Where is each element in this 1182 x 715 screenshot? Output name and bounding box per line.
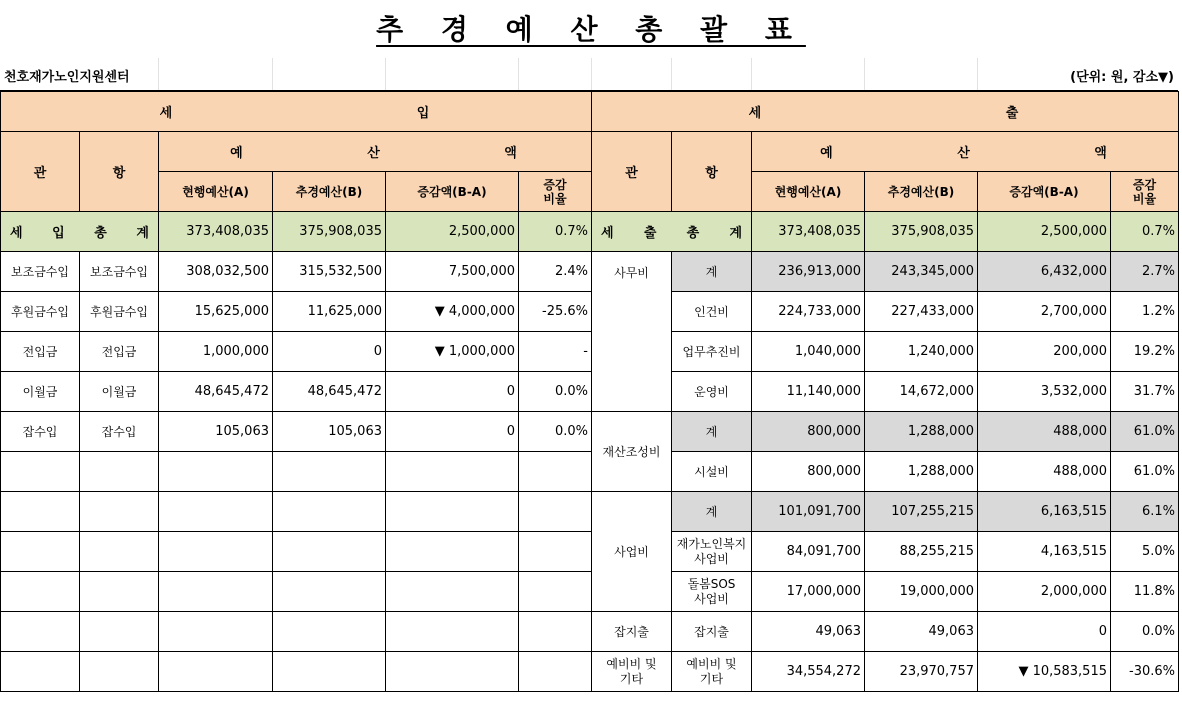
- expense-rate: 19.2%: [1111, 332, 1179, 372]
- sheet-gridline: [158, 58, 159, 90]
- expense-revised: 23,970,757: [865, 652, 978, 692]
- expense-col-diff: 증감액(B-A): [978, 172, 1111, 212]
- organization-name: 천호재가노인지원센터: [4, 70, 130, 85]
- expense-rate: 11.8%: [1111, 572, 1179, 612]
- income-hang: 보조금수입: [80, 252, 159, 292]
- expense-hang: 시설비: [672, 452, 752, 492]
- empty-row: [1, 572, 592, 612]
- income-revised: 315,532,500: [273, 252, 386, 292]
- expense-hang: 돌봄SOS 사업비: [672, 572, 752, 612]
- income-col-gwan: 관: [1, 132, 80, 212]
- expense-hang: 계: [672, 252, 752, 292]
- total-label-char: 총: [94, 226, 107, 241]
- expense-rate: 31.7%: [1111, 372, 1179, 412]
- expense-rate: -30.6%: [1111, 652, 1179, 692]
- expense-total-row: [592, 212, 1179, 252]
- sheet-gridline: [751, 58, 752, 90]
- income-current: 308,032,500: [159, 252, 273, 292]
- table-row: [1, 292, 592, 332]
- expense-rate: 5.0%: [1111, 532, 1179, 572]
- expense-current: 800,000: [752, 452, 865, 492]
- expense-hang: 운영비: [672, 372, 752, 412]
- expense-diff: 2,700,000: [978, 292, 1111, 332]
- expense-revised: 107,255,215: [865, 492, 978, 532]
- table-row: [1, 372, 592, 412]
- sheet-gridline: [385, 58, 386, 90]
- income-revised: 0: [273, 332, 386, 372]
- total-label-char: 세: [10, 226, 23, 241]
- income-total-current: 373,408,035: [159, 212, 273, 252]
- sheet-gridline: [671, 58, 672, 90]
- income-current: 105,063: [159, 412, 273, 452]
- income-rate: -25.6%: [519, 292, 592, 332]
- expense-revised: 19,000,000: [865, 572, 978, 612]
- income-gwan: 후원금수입: [1, 292, 80, 332]
- table-row: [592, 492, 1179, 532]
- income-total-rate: 0.7%: [519, 212, 592, 252]
- expense-budget-header: 예 산 액: [752, 132, 1179, 172]
- income-col-current: 현행예산(A): [159, 172, 273, 212]
- table-row: [592, 292, 1179, 332]
- table-row: [592, 572, 1179, 612]
- expense-revised: 227,433,000: [865, 292, 978, 332]
- expense-col-revised: 추경예산(B): [865, 172, 978, 212]
- income-current: 1,000,000: [159, 332, 273, 372]
- expense-diff: 0: [978, 612, 1111, 652]
- expense-total-label: [592, 212, 752, 252]
- income-col-rate: 증감 비율: [519, 172, 592, 212]
- table-row: [1, 252, 592, 292]
- expense-diff: 6,432,000: [978, 252, 1111, 292]
- income-revised: 48,645,472: [273, 372, 386, 412]
- expense-diff: 3,532,000: [978, 372, 1111, 412]
- sheet-gridline: [977, 58, 978, 90]
- income-revised: 105,063: [273, 412, 386, 452]
- income-diff: ▼ 4,000,000: [386, 292, 519, 332]
- empty-row: [1, 452, 592, 492]
- income-gwan: 보조금수입: [1, 252, 80, 292]
- sheet-gridline: [272, 58, 273, 90]
- expense-current: 236,913,000: [752, 252, 865, 292]
- total-label-char: 입: [52, 226, 65, 241]
- unit-note: (단위: 원, 감소▼): [1070, 70, 1174, 85]
- income-diff: 0: [386, 372, 519, 412]
- expense-revised: 1,288,000: [865, 412, 978, 452]
- table-row: [592, 612, 1179, 652]
- expense-gwan: 예비비 및 기타: [592, 652, 672, 692]
- expense-revised: 88,255,215: [865, 532, 978, 572]
- sheet-gridline: [864, 58, 865, 90]
- expense-rate: 2.7%: [1111, 252, 1179, 292]
- table-row: [1, 412, 592, 452]
- expense-diff: ▼ 10,583,515: [978, 652, 1111, 692]
- total-label-char: 총: [686, 226, 700, 241]
- income-rate: 0.0%: [519, 412, 592, 452]
- income-rate: 2.4%: [519, 252, 592, 292]
- expense-rate: 1.2%: [1111, 292, 1179, 332]
- income-hang: 잡수입: [80, 412, 159, 452]
- expense-current: 49,063: [752, 612, 865, 652]
- expense-rate: 61.0%: [1111, 452, 1179, 492]
- income-gwan: 이월금: [1, 372, 80, 412]
- expense-col-current: 현행예산(A): [752, 172, 865, 212]
- expense-revised: 1,240,000: [865, 332, 978, 372]
- expense-current: 84,091,700: [752, 532, 865, 572]
- expense-section-header: 세 출: [592, 92, 1179, 132]
- expense-rate: 61.0%: [1111, 412, 1179, 452]
- income-table: [0, 91, 592, 692]
- income-diff: 0: [386, 412, 519, 452]
- sheet-gridline: [591, 58, 592, 90]
- income-total-diff: 2,500,000: [386, 212, 519, 252]
- expense-total-diff: 2,500,000: [978, 212, 1111, 252]
- expense-current: 800,000: [752, 412, 865, 452]
- expense-hang: 잡지출: [672, 612, 752, 652]
- income-hang: 이월금: [80, 372, 159, 412]
- expense-gwan: 잡지출: [592, 612, 672, 652]
- expense-hang: 계: [672, 492, 752, 532]
- expense-current: 224,733,000: [752, 292, 865, 332]
- income-revised: 11,625,000: [273, 292, 386, 332]
- expense-gwan: 사업비: [592, 492, 672, 612]
- income-budget-header: 예 산 액: [159, 132, 592, 172]
- expense-hang: 계: [672, 412, 752, 452]
- income-gwan: 전입금: [1, 332, 80, 372]
- total-label-char: 세: [601, 226, 614, 241]
- expense-total-current: 373,408,035: [752, 212, 865, 252]
- income-hang: 전입금: [80, 332, 159, 372]
- expense-revised: 1,288,000: [865, 452, 978, 492]
- expense-current: 34,554,272: [752, 652, 865, 692]
- income-diff: 7,500,000: [386, 252, 519, 292]
- empty-row: [1, 612, 592, 652]
- table-row: [592, 252, 1179, 292]
- expense-diff: 200,000: [978, 332, 1111, 372]
- expense-revised: 49,063: [865, 612, 978, 652]
- expense-hang: 인건비: [672, 292, 752, 332]
- expense-current: 11,140,000: [752, 372, 865, 412]
- table-row: [592, 412, 1179, 452]
- total-label-char: 계: [136, 226, 149, 241]
- expense-diff: 4,163,515: [978, 532, 1111, 572]
- table-row: [1, 332, 592, 372]
- expense-rate: 6.1%: [1111, 492, 1179, 532]
- expense-col-rate: 증감 비율: [1111, 172, 1179, 212]
- income-col-revised: 추경예산(B): [273, 172, 386, 212]
- income-current: 48,645,472: [159, 372, 273, 412]
- expense-rate: 0.0%: [1111, 612, 1179, 652]
- expense-diff: 2,000,000: [978, 572, 1111, 612]
- expense-gwan: 사무비: [592, 252, 672, 412]
- expense-col-hang: 항: [672, 132, 752, 212]
- expense-current: 17,000,000: [752, 572, 865, 612]
- income-rate: 0.0%: [519, 372, 592, 412]
- expense-table: [591, 91, 1179, 692]
- empty-row: [1, 532, 592, 572]
- expense-hang: 업무추진비: [672, 332, 752, 372]
- expense-col-gwan: 관: [592, 132, 672, 212]
- total-label-char: 계: [729, 226, 742, 241]
- income-current: 15,625,000: [159, 292, 273, 332]
- income-total-revised: 375,908,035: [273, 212, 386, 252]
- expense-hang: 예비비 및 기타: [672, 652, 752, 692]
- table-row: [592, 452, 1179, 492]
- expense-revised: 243,345,000: [865, 252, 978, 292]
- income-total-row: [1, 212, 592, 252]
- income-col-hang: 항: [80, 132, 159, 212]
- table-row: [592, 532, 1179, 572]
- expense-current: 101,091,700: [752, 492, 865, 532]
- expense-diff: 488,000: [978, 452, 1111, 492]
- empty-row: [1, 652, 592, 692]
- table-row: [592, 652, 1179, 692]
- income-col-diff: 증감액(B-A): [386, 172, 519, 212]
- expense-diff: 488,000: [978, 412, 1111, 452]
- expense-gwan: 재산조성비: [592, 412, 672, 492]
- total-label-char: 출: [643, 226, 657, 241]
- page-title: 추 경 예 산 총 괄 표: [376, 13, 806, 46]
- expense-current: 1,040,000: [752, 332, 865, 372]
- sheet-gridline: [518, 58, 519, 90]
- table-row: [592, 372, 1179, 412]
- income-rate: -: [519, 332, 592, 372]
- empty-row: [1, 492, 592, 532]
- expense-diff: 6,163,515: [978, 492, 1111, 532]
- expense-hang: 재가노인복지 사업비: [672, 532, 752, 572]
- expense-total-revised: 375,908,035: [865, 212, 978, 252]
- income-gwan: 잡수입: [1, 412, 80, 452]
- expense-revised: 14,672,000: [865, 372, 978, 412]
- income-total-label: [1, 212, 159, 252]
- income-section-header: 세 입: [1, 92, 592, 132]
- income-diff: ▼ 1,000,000: [386, 332, 519, 372]
- income-hang: 후원금수입: [80, 292, 159, 332]
- expense-total-rate: 0.7%: [1111, 212, 1179, 252]
- table-row: [592, 332, 1179, 372]
